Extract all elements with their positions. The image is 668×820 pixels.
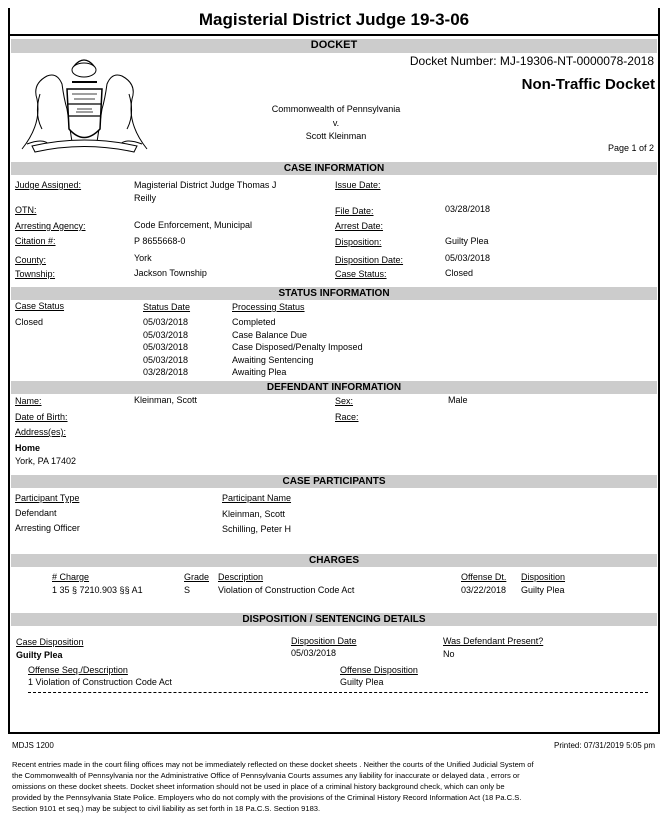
printed-timestamp: Printed: 07/31/2019 5:05 pm <box>554 741 655 750</box>
docket-type: Non-Traffic Docket <box>521 76 655 93</box>
dob-label: Date of Birth: <box>15 412 68 422</box>
offense-disposition-label: Offense Disposition <box>340 665 418 675</box>
defendant-present-label: Was Defendant Present? <box>443 636 544 646</box>
case-status-label: Case Status: <box>335 269 387 279</box>
disclaimer-line: provided by the Pennsylvania State Police. Employers who do not comply with the provisions of the Criminal History Record Information Act (18 Pa.C.S. <box>12 793 522 802</box>
participant-name: Kleinman, Scott <box>222 509 286 519</box>
defendant-name-label: Name: <box>15 396 42 406</box>
charge-offense-date: 03/22/2018 <box>461 585 507 595</box>
col-participant-type: Participant Type <box>15 493 80 503</box>
offense-seq-label: Offense Seq./Description <box>28 665 128 675</box>
offense-disposition-value: Guilty Plea <box>340 677 384 687</box>
defendant-name-value: Kleinman, Scott <box>134 395 198 405</box>
address-value: York, PA 17402 <box>15 456 77 466</box>
judge-label: Judge Assigned: <box>15 180 82 190</box>
sex-label: Sex: <box>335 396 354 406</box>
col-processing-status: Processing Status <box>232 302 305 312</box>
status-row-date: 05/03/2018 <box>143 330 189 340</box>
form-id: MDJS 1200 <box>12 741 54 750</box>
charge-statute: 1 35 § 7210.903 §§ A1 <box>52 585 143 595</box>
separator-line <box>28 692 648 693</box>
file-date-value: 03/28/2018 <box>445 204 491 214</box>
status-row-date: 03/28/2018 <box>143 367 189 377</box>
col-case-status: Case Status <box>15 301 65 311</box>
status-row-date: 05/03/2018 <box>143 342 189 352</box>
county-value: York <box>134 253 152 263</box>
charge-grade: S <box>184 585 191 595</box>
judge-value: Magisterial District Judge Thomas J <box>134 180 277 190</box>
arresting-agency-value: Code Enforcement, Municipal <box>134 220 253 230</box>
disclaimer-line: Recent entries made in the court filing offices may not be immediately reflected on these docket sheets . Neither the courts of the Unified Judicial System of <box>12 760 534 769</box>
defendant-information-band: DEFENDANT INFORMATION <box>11 381 657 394</box>
sentencing-disposition-date-value: 05/03/2018 <box>291 648 337 658</box>
sex-value: Male <box>448 395 468 405</box>
race-label: Race: <box>335 412 359 422</box>
caption-versus: v. <box>332 118 340 128</box>
citation-value: P 8655668-0 <box>134 236 186 246</box>
col-charge-disposition: Disposition <box>521 572 566 582</box>
case-participants-band: CASE PARTICIPANTS <box>11 475 657 488</box>
defendant-present-value: No <box>443 649 455 659</box>
case-status-value: Closed <box>445 268 474 278</box>
case-information-band: CASE INFORMATION <box>11 162 657 175</box>
disposition-date-label: Disposition Date: <box>335 255 404 265</box>
caption-defendant: Scott Kleinman <box>305 131 367 141</box>
county-label: County: <box>15 255 47 265</box>
col-participant-name: Participant Name <box>222 493 292 503</box>
disposition-label: Disposition: <box>335 237 382 247</box>
charge-disposition: Guilty Plea <box>521 585 565 595</box>
township-value: Jackson Township <box>134 268 207 278</box>
col-grade: Grade <box>184 572 210 582</box>
disclaimer-line: Section 9101 et seq.) may be subject to civil liability as set forth in 18 Pa.C.S. Section 9183. <box>12 804 321 813</box>
page-number: Page 1 of 2 <box>607 143 654 153</box>
sentencing-disposition-date-label: Disposition Date <box>291 636 357 646</box>
township-label: Township: <box>15 269 56 279</box>
status-row-status: Awaiting Plea <box>232 367 287 377</box>
arresting-agency-label: Arresting Agency: <box>15 221 86 231</box>
charges-band: CHARGES <box>11 554 657 567</box>
status-row-status: Completed <box>232 317 276 327</box>
status-row-status: Case Disposed/Penalty Imposed <box>232 342 363 352</box>
col-status-date: Status Date <box>143 302 191 312</box>
col-charge: # Charge <box>52 572 90 582</box>
participant-type: Arresting Officer <box>15 523 80 533</box>
issue-date-label: Issue Date: <box>335 180 381 190</box>
case-disposition-value: Guilty Plea <box>16 650 63 660</box>
col-description: Description <box>218 572 264 582</box>
address-type: Home <box>15 443 41 453</box>
disclaimer-line: the Commonwealth of Pennsylvania nor the Administrative Office of Pennsylvania Courts assumes any liability for inaccurate or delayed data , errors or <box>12 771 520 780</box>
pennsylvania-seal-icon <box>12 54 157 154</box>
status-row-date: 05/03/2018 <box>143 355 189 365</box>
col-offense-date: Offense Dt. <box>461 572 507 582</box>
participant-type: Defendant <box>15 508 57 518</box>
otn-label: OTN: <box>15 205 37 215</box>
status-case-status-value: Closed <box>15 317 44 327</box>
addresses-label: Address(es): <box>15 427 67 437</box>
disclaimer-line: omissions on these docket sheets. Docket sheet information should not be used in place of a criminal history background check, which can only be <box>12 782 505 791</box>
arrest-date-label: Arrest Date: <box>335 221 384 231</box>
judge-value-cont: Reilly <box>134 193 157 203</box>
status-row-status: Case Balance Due <box>232 330 308 340</box>
participant-name: Schilling, Peter H <box>222 524 292 534</box>
docket-number: Docket Number: MJ-19306-NT-0000078-2018 <box>409 54 654 68</box>
caption-plaintiff: Commonwealth of Pennsylvania <box>271 104 401 114</box>
citation-label: Citation #: <box>15 236 56 246</box>
offense-seq-value: 1 Violation of Construction Code Act <box>28 677 172 687</box>
charge-description: Violation of Construction Code Act <box>218 585 355 595</box>
status-row-status: Awaiting Sentencing <box>232 355 314 365</box>
case-disposition-label: Case Disposition <box>16 637 84 647</box>
disposition-date-value: 05/03/2018 <box>445 253 491 263</box>
file-date-label: File Date: <box>335 206 374 216</box>
status-information-band: STATUS INFORMATION <box>11 287 657 300</box>
status-row-date: 05/03/2018 <box>143 317 189 327</box>
sentencing-details-band: DISPOSITION / SENTENCING DETAILS <box>11 613 657 626</box>
disposition-value: Guilty Plea <box>445 236 489 246</box>
docket-band: DOCKET <box>11 39 657 53</box>
page-title: Magisterial District Judge 19-3-06 <box>198 10 470 29</box>
